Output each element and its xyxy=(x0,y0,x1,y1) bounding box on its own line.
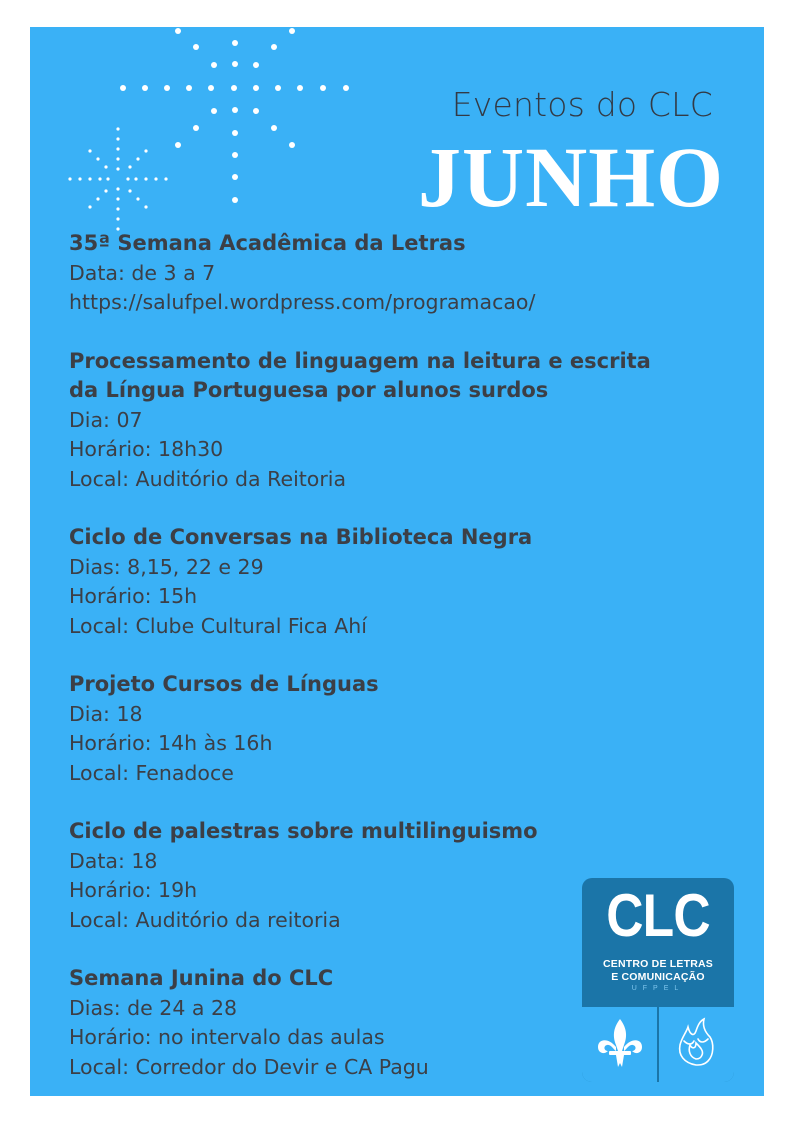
clc-logo xyxy=(582,878,734,1082)
event-item xyxy=(69,347,709,495)
event-time: Horário: no intervalo das aulas xyxy=(69,1025,385,1049)
event-date: Data: 18 xyxy=(69,848,158,873)
event-location: Local: Fenadoce xyxy=(69,760,234,785)
event-location: Local: Auditório da reitoria xyxy=(69,907,341,932)
header-title: JUNHO xyxy=(418,129,724,225)
event-date: Dias: de 24 a 28 xyxy=(69,995,238,1020)
event-title: Semana Junina do CLC xyxy=(69,966,334,990)
event-title: da Língua Portuguesa por alunos surdos xyxy=(69,378,549,402)
event-time: Horário: 19h xyxy=(69,878,198,902)
event-title: Processamento de linguagem na leitura e escrita xyxy=(69,348,651,373)
logo-line-1: CENTRO DE LETRAS xyxy=(603,958,713,970)
event-item xyxy=(69,523,709,641)
event-title: Ciclo de palestras sobre multilinguismo xyxy=(69,819,538,843)
event-date: Dia: 18 xyxy=(69,701,143,726)
header-subtitle: Eventos do CLC xyxy=(451,85,713,124)
event-title: Projeto Cursos de Línguas xyxy=(69,672,379,696)
event-title: Ciclo de Conversas na Biblioteca Negra xyxy=(69,525,533,549)
event-link[interactable]: https://salufpel.wordpress.com/programacao/ xyxy=(69,290,536,314)
event-date: Dia: 07 xyxy=(69,407,143,432)
event-title: 35ª Semana Acadêmica da Letras xyxy=(69,231,466,255)
event-time: Horário: 14h às 16h xyxy=(69,731,273,755)
event-time: Horário: 15h xyxy=(69,584,198,608)
logo-line-3: UFPEL xyxy=(631,985,685,992)
poster xyxy=(30,27,764,1096)
event-date: Data: de 3 a 7 xyxy=(69,260,216,285)
event-time: Horário: 18h30 xyxy=(69,437,224,461)
event-location: Local: Auditório da Reitoria xyxy=(69,466,347,491)
fleur-de-lis-icon xyxy=(594,1015,646,1073)
fireworks-decoration xyxy=(30,27,370,237)
event-date: Dias: 8,15, 22 e 29 xyxy=(69,554,264,579)
logo-acronym: CLC xyxy=(606,882,710,949)
event-item xyxy=(69,670,709,788)
logo-divider xyxy=(657,1007,659,1082)
logo-emblem-panel xyxy=(582,1007,734,1082)
event-item xyxy=(69,229,709,318)
flame-icon xyxy=(670,1015,722,1073)
logo-line-2: E COMUNICAÇÃO xyxy=(611,971,705,983)
event-location: Local: Corredor do Devir e CA Pagu xyxy=(69,1054,429,1079)
event-location: Local: Clube Cultural Fica Ahí xyxy=(69,613,367,638)
